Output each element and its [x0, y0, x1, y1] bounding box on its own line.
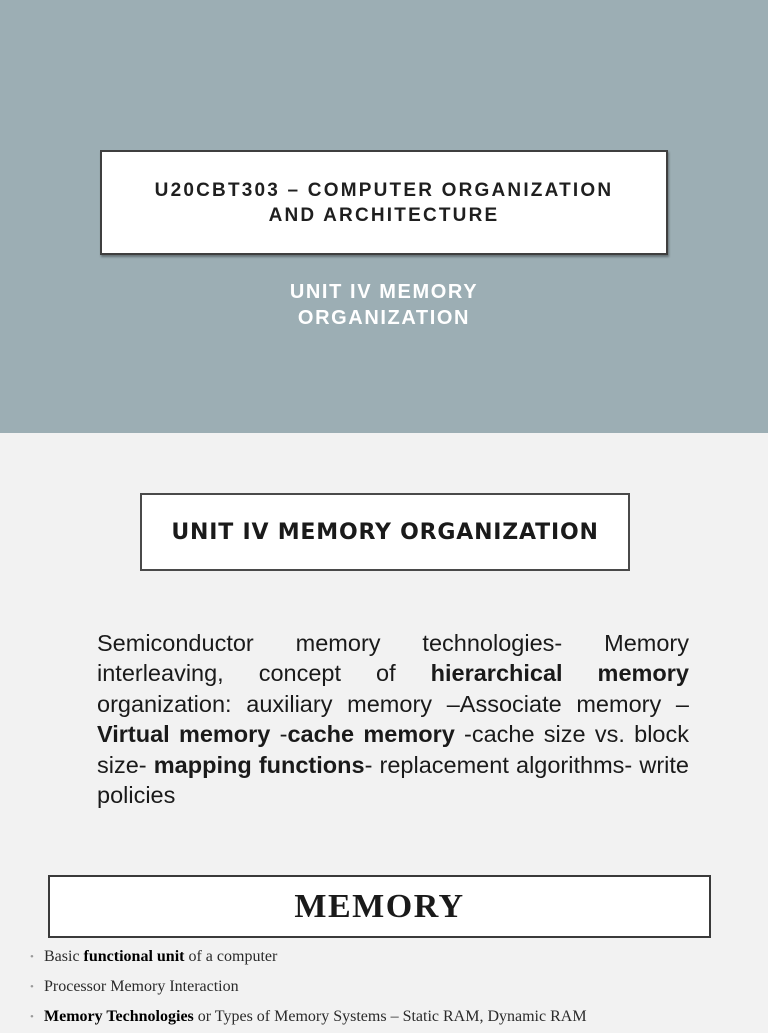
- list-item: [30, 1003, 760, 1033]
- bullet-icon: •: [30, 981, 34, 993]
- course-title: [124, 178, 644, 228]
- unit-subtitle-line-2: ORGANIZATION: [297, 307, 471, 329]
- course-title-line-2: AND ARCHITECTURE: [268, 204, 500, 226]
- content-slide: [0, 433, 768, 1024]
- memory-bullet-list: [30, 943, 760, 1033]
- bullet-text-bold: Memory Technologies: [44, 1008, 194, 1025]
- list-item: [30, 973, 760, 1003]
- list-item: [30, 943, 760, 973]
- bullet-text-pre: Basic: [44, 948, 84, 965]
- bullet-icon: •: [30, 1011, 34, 1023]
- unit-heading-box: [140, 493, 630, 571]
- unit-heading: UNIT IV MEMORY ORGANIZATION: [171, 519, 599, 545]
- para-bold-mapping: mapping functions: [153, 751, 365, 778]
- course-title-box: [100, 150, 668, 255]
- para-text-4: -cache size vs. block size-: [97, 721, 689, 778]
- title-slide: [0, 0, 768, 433]
- para-text-2: organization: auxiliary memory –Associate memory –: [97, 690, 689, 717]
- bullet-text-pre: Processor Memory Interaction: [44, 978, 239, 995]
- para-text-5: - replacement algorithms- write policies: [97, 751, 689, 809]
- course-title-line-1: U20CBT303 – COMPUTER ORGANIZATION: [154, 179, 614, 201]
- bullet-icon: •: [30, 951, 34, 963]
- memory-heading: MEMORY: [294, 887, 465, 925]
- para-bold-virtual: Virtual memory: [97, 721, 271, 748]
- unit-subtitle: [0, 279, 768, 331]
- bullet-text-post: of a computer: [184, 948, 278, 965]
- bullet-text-bold: functional unit: [83, 948, 185, 965]
- syllabus-paragraph: [97, 628, 689, 812]
- unit-subtitle-line-1: UNIT IV MEMORY: [289, 281, 479, 303]
- para-bold-hierarchical: hierarchical memory: [430, 660, 689, 687]
- para-text-3: -: [270, 721, 288, 748]
- bullet-text-post: or Types of Memory Systems – Static RAM, Dynamic RAM: [193, 1008, 587, 1025]
- para-bold-cache: cache memory: [287, 721, 455, 748]
- para-text-1: Semiconductor memory technologies- Memory interleaving, concept of: [97, 629, 689, 687]
- memory-heading-box: [48, 875, 711, 938]
